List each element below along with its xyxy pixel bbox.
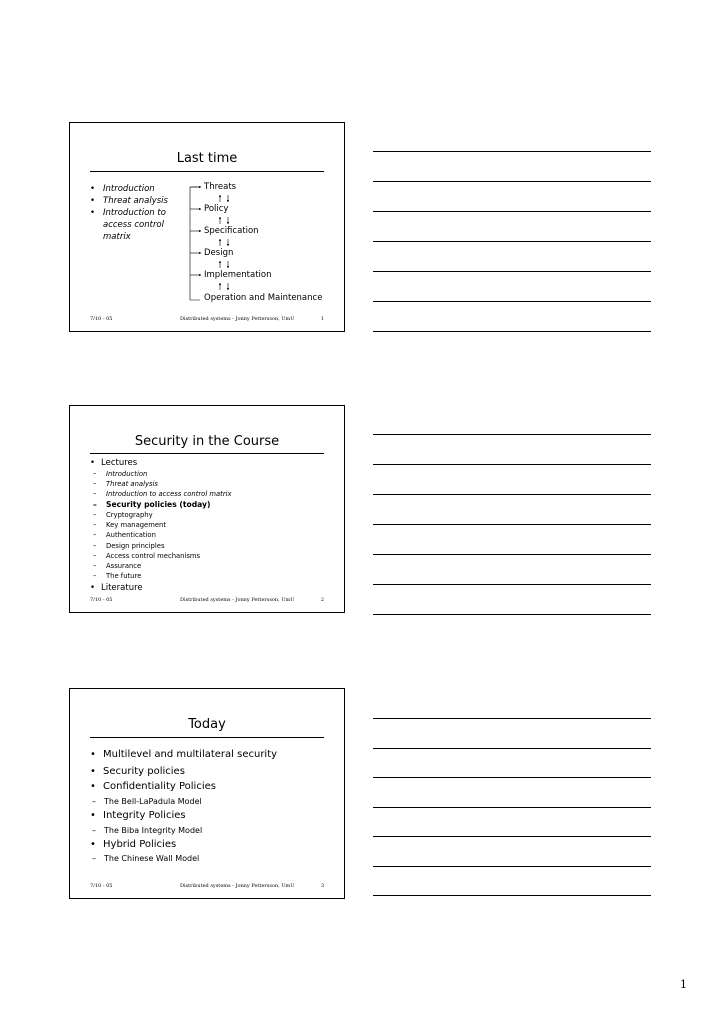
- slide-title: Last time: [176, 151, 238, 166]
- notes-line: [373, 331, 651, 332]
- footer-author: Distributed systems - Jonny Pettersson, UmU: [180, 597, 295, 603]
- slide-title: Today: [188, 717, 226, 732]
- notes-line: [373, 777, 651, 778]
- notes-line: [373, 748, 651, 749]
- flow-stage-threats: Threats: [204, 182, 237, 192]
- notes-line: [373, 494, 651, 495]
- notes-line: [373, 614, 651, 615]
- notes-line: [373, 241, 651, 242]
- sub-item: – The Bell-LaPadula Model: [92, 797, 202, 806]
- lecture-item: – Introduction to access control matrix: [93, 490, 232, 498]
- lecture-item: – Authentication: [93, 531, 156, 539]
- notes-line: [373, 584, 651, 585]
- slide-footer: [90, 597, 324, 604]
- lecture-item: – Introduction: [93, 470, 148, 478]
- lecture-item: – Threat analysis: [93, 480, 158, 488]
- slide-3: Today • Multilevel and multilateral security • Security policies • Confidentiality Policies – The Bell-LaPadula Model • Integrity Policies – The Biba Integrity Model • Hybrid Policies – The Chinese Wall Model 7/10 - 05 Distributed systems - Jonny Pettersson, UmU 3: [69, 688, 345, 899]
- bullet-item: • Introduction: [90, 183, 183, 195]
- notes-line: [373, 181, 651, 182]
- footer-date: 7/10 - 05: [90, 316, 113, 322]
- title-rule: [90, 737, 324, 738]
- slide-number: 3: [320, 883, 324, 889]
- flow-stage-design: Design: [204, 248, 234, 258]
- slide-number: 2: [320, 597, 324, 603]
- page-number: 1: [680, 978, 687, 991]
- lecture-item: – Cryptography: [93, 511, 153, 519]
- notes-line: [373, 434, 651, 435]
- flow-stage-specification: Specification: [204, 226, 259, 236]
- notes-line: [373, 836, 651, 837]
- lecture-item: – Assurance: [93, 562, 142, 570]
- slide-number: 1: [320, 316, 324, 322]
- bullet-item: • Introduction to access control matrix: [90, 207, 183, 243]
- slide-footer: [90, 316, 324, 323]
- flow-stage-implementation: Implementation: [204, 270, 272, 280]
- lecture-item: – The future: [93, 572, 142, 580]
- bullet-label: Literature: [101, 583, 143, 593]
- slide-2: Security in the Course • Lectures – Introduction – Threat analysis – Introduction to access control matrix – Security policies (today) – Cryptography – Key management – Authentication – Design principles – Access control mechanisms – Assurance – The future • Literature 7/10 - 05 Distributed systems - Jonny Pettersson, UmU 2: [69, 405, 345, 613]
- notes-line: [373, 301, 651, 302]
- notes-line: [373, 211, 651, 212]
- lecture-item-current: – Security policies (today): [93, 500, 211, 509]
- notes-line: [373, 554, 651, 555]
- footer-date: 7/10 - 05: [90, 597, 113, 603]
- flow-stage-operation: Operation and Maintenance: [204, 293, 323, 303]
- footer-author: Distributed systems - Jonny Pettersson, UmU: [180, 883, 295, 889]
- notes-line: [373, 524, 651, 525]
- bullet-label: Lectures: [101, 458, 138, 468]
- footer-author: Distributed systems - Jonny Pettersson, UmU: [180, 316, 295, 322]
- title-rule: [90, 453, 324, 454]
- notes-line: [373, 807, 651, 808]
- notes-line: [373, 866, 651, 867]
- notes-line: [373, 718, 651, 719]
- notes-line: [373, 464, 651, 465]
- slide-footer: [90, 883, 324, 890]
- footer-date: 7/10 - 05: [90, 883, 113, 889]
- lecture-item: – Access control mechanisms: [93, 552, 201, 560]
- slide-1: [69, 122, 345, 332]
- lecture-item: – Design principles: [93, 542, 165, 550]
- notes-line: [373, 151, 651, 152]
- slide-title: Security in the Course: [134, 434, 280, 449]
- sub-item: – The Chinese Wall Model: [92, 854, 200, 863]
- bullet-item: • Threat analysis: [90, 195, 183, 207]
- flow-stage-policy: Policy: [204, 204, 229, 214]
- notes-line: [373, 895, 651, 896]
- sub-item: – The Biba Integrity Model: [92, 826, 203, 835]
- notes-line: [373, 271, 651, 272]
- lecture-item: – Key management: [93, 521, 167, 529]
